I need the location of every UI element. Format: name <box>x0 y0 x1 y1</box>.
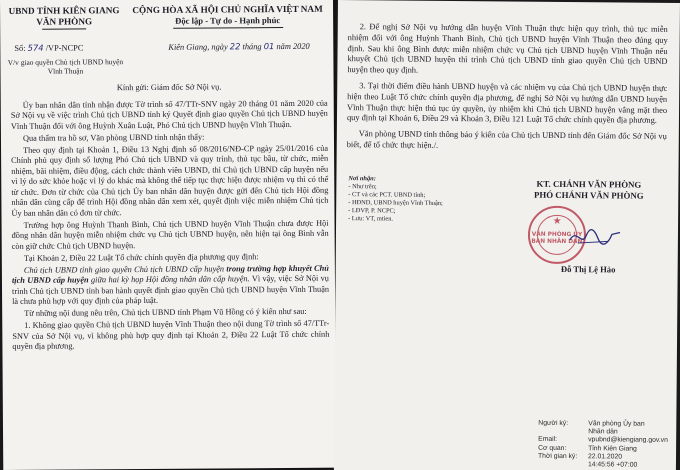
recipient: - Lưu: VT, mtien. <box>348 215 394 223</box>
signer-name: Đỗ Thị Lệ Hảo <box>560 263 616 275</box>
paragraph: Trường hợp ông Huỳnh Thanh Bình, Chủ tịch UBND huyện Vĩnh Thuận chưa được Hội đồng nhân dân huyện miễn nhiệm chức vụ Chủ tịch UBND huyện, nên hiện tại ông Bình vẫn còn giữ chức Chủ tịch UBND huyện. <box>11 218 329 251</box>
paragraph: Theo quy định tại Khoản 1, Điều 13 Nghị định số 08/2016/NĐ-CP ngày 25/01/2016 của Chính phủ quy định số lượng Phó Chủ tịch UBND và quy trình, thủ tục bầu, từ chức, miễn nhiệm, bãi nhiệm, điều động, cách chức thành viên UBND, thì Chủ tịch UBND cấp huyện nếu vì lý do sức khỏe hoặc vì lý do khác mà không thể tiếp tục thực hiện được nhiệm vụ thì có thể từ chức. Đơn từ chức của Chủ tịch Ủy ban nhân dân huyện được gửi đến Chủ tịch Hội đồng nhân dân cùng cấp để trình Hội đồng nhân dân xem xét, quyết định việc miễn nhiệm Chủ tịch Ủy ban nhân dân có đơn từ chức. <box>11 143 329 218</box>
digital-signature-info: Người ký: Văn phòng Ủy ban Nhân dân Email: vpubnd@kiengiang.gov.vn Cơ quan: Tỉnh Kiên Giang Thời gian ký: 22.01.2020 14:45:56 +07:00 <box>537 419 668 469</box>
recipient: - HĐND, UBND huyện Vĩnh Thuận; <box>348 199 443 207</box>
underline <box>42 28 86 29</box>
document-page-1 <box>0 0 336 470</box>
paragraph: Văn phòng UBND tỉnh thông báo ý kiến của Chủ tịch UBND tỉnh đến Giám đốc Sở Nội vụ biết, để tổ chức thực hiện./. <box>346 129 667 150</box>
paragraph: 2. Để nghị Sở Nội vụ hướng dẫn huyện Vĩnh Thuận thực hiện quy trình, thủ tục miễn nhiệm đối với ông Huỳnh Thanh Bình, Chủ tịch UBND huyện Vĩnh Thuận theo đúng quy định. Sau khi ông Bình được miễn nhiệm chức vụ Chủ tịch UBND huyện Vĩnh Thuận nếu khuyết Chủ tịch UBND huyện thì trình Chủ tịch UBND tỉnh giao quyền Chủ tịch UBND huyện theo quy định. <box>347 22 668 75</box>
paragraph: Từ những nội dung nêu trên, Chủ tịch UBND tỉnh Phạm Vũ Hồng có ý kiến như sau: <box>24 306 307 318</box>
nation-name: CỘNG HÒA XÃ HỘI CHỦ NGHĨA VIỆT NAM <box>132 3 323 16</box>
document-body-continued <box>347 22 668 155</box>
paragraph: Tại Khoản 2, Điều 22 Luật Tổ chức chính quyền địa phương quy định: <box>23 251 259 263</box>
paragraph: Ủy ban nhân dân tỉnh nhận được Tờ trình số 47/TTr-SNV ngày 20 tháng 01 năm 2020 của Sở Nội vụ về việc trình Chủ tịch UBND tỉnh ký Quyết định giao quyền Chủ tịch UBND huyện Vĩnh Thuận đối với ông Huỳnh Xuân Luật, Phó Chủ tịch UBND huyện Vĩnh Thuận. <box>10 98 328 131</box>
document-subject: V/v giao quyền Chủ tịch UBND huyện Vĩnh Thuận <box>7 57 124 76</box>
recipient: - CT và các PCT. UBND tỉnh; <box>348 191 426 199</box>
star-icon: ★ <box>552 215 562 227</box>
underline <box>173 27 283 29</box>
quoted-provision: Chủ tịch UBND tỉnh giao quyền Chủ tịch UBND cấp huyện trong trường hợp khuyết Chủ tịch UBND cấp huyện giữa hai kỳ họp Hội đồng nhân dân cấp huyện. Vì vậy, việc Sở Nội vụ trình Chủ tịch UBND tỉnh ban hành quyết định giao quyền Chủ tịch UBND huyện Vĩnh Thuận là chưa phù hợp với quy định của pháp luật. <box>11 263 330 306</box>
recipient: - LĐVP, P. NCPC; <box>348 207 396 215</box>
agency-office: VĂN PHÒNG <box>36 16 93 27</box>
national-motto: Độc lập - Tự do - Hạnh phúc <box>175 15 281 26</box>
agency-province: UBND TỈNH KIÊN GIANG <box>8 5 120 16</box>
official-seal-stamp: ★ VĂN PHÒNG ỦY BAN NHÂN DÂN <box>528 206 587 265</box>
paragraph: 3. Tại thời điểm điều hành UBND huyện và các nhiệm vụ của Chủ tịch UBND huyện thực hiện theo Luật Tổ chức chính quyền địa phương, để nghị Sở Nội vụ hướng dẫn UBND huyện Vĩnh Thuận thực hiện thủ tục ủy quyền, ủy nhiệm khi Chủ tịch UBND huyện vắng mặt theo quy định tại Khoản 6, Điều 29 và Khoản 3, Điều 121 Luật Tổ chức chính quyền địa phương. <box>346 81 668 126</box>
recipient: - Như trên; <box>348 183 377 191</box>
document-page-2 <box>334 0 680 470</box>
issuing-agency <box>8 5 120 30</box>
document-number: Số: 574 /VP-NCPC <box>14 42 84 53</box>
paragraph: 1. Không giao quyền Chủ tịch UBND huyện Vĩnh Thuận theo nội dung Tờ trình số 47/TTr-SNV của Sở Nội vụ, vì không phù hợp quy định tại Khoản 2, Điều 22 Luật Tổ chức chính quyền địa phương. <box>12 318 330 351</box>
handwritten-signature <box>568 224 622 248</box>
recipients-list: Nơi nhận: - Như trên; - CT và các PCT. UBND tỉnh; - HĐND, UBND huyện Vĩnh Thuận; - LĐVP, P. NCPC; - Lưu: VT, mtien. <box>348 175 508 224</box>
signature-block: KT. CHÁNH VĂN PHÒNG PHÓ CHÁNH VĂN PHÒNG <box>533 178 644 201</box>
document-number-value: 574 <box>27 42 44 53</box>
paragraph: Qua thẩm tra hồ sơ, Văn phòng UBND tỉnh nhận thấy: <box>22 132 205 143</box>
document-body <box>11 82 330 354</box>
national-heading <box>128 4 327 29</box>
salutation: Kính gửi: Giám đốc Sở Nội vụ. <box>116 82 222 93</box>
document-date: Kiên Giang, ngày 22 tháng 01 năm 2020 <box>168 41 310 52</box>
